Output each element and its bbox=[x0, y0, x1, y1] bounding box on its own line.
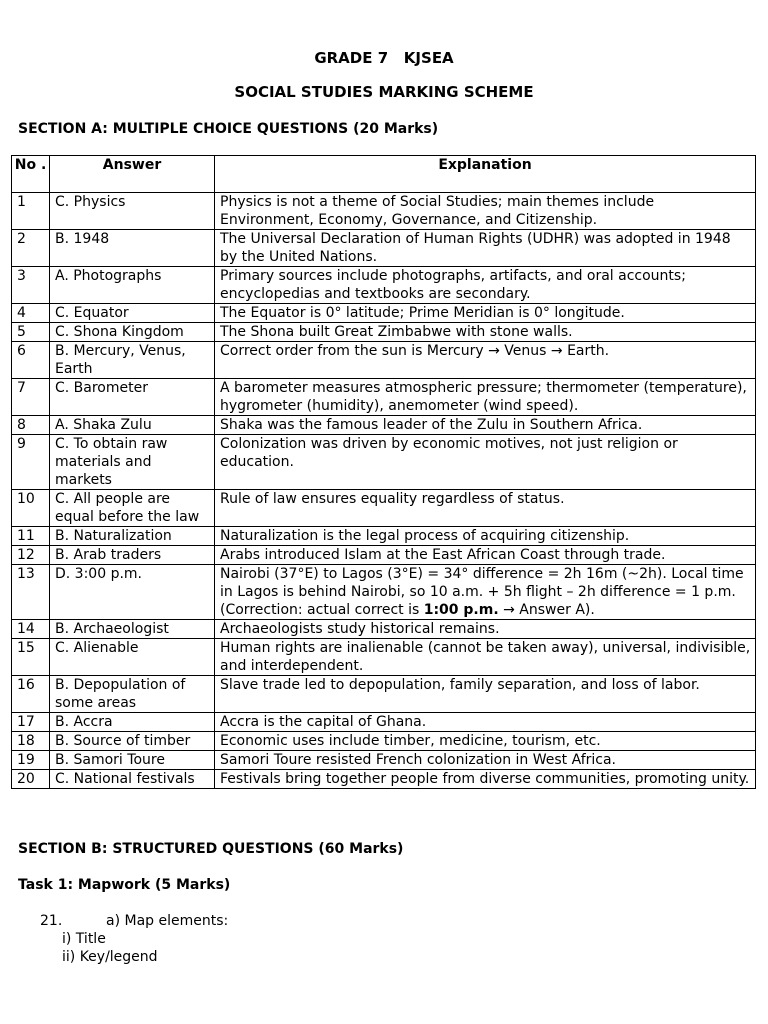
cell-answer: C. To obtain raw materials and markets bbox=[50, 435, 215, 490]
column-header-no: No . bbox=[12, 156, 50, 193]
cell-no: 5 bbox=[12, 323, 50, 342]
task-1-heading: Task 1: Mapwork (5 Marks) bbox=[18, 877, 231, 893]
cell-explanation: Shaka was the famous leader of the Zulu in Southern Africa. bbox=[215, 416, 756, 435]
cell-answer: A. Photographs bbox=[50, 267, 215, 304]
table-row bbox=[12, 527, 756, 546]
table-row bbox=[12, 676, 756, 713]
explanation-text: → Answer A). bbox=[498, 602, 595, 618]
explanation-bold-time: 1:00 p.m. bbox=[423, 602, 499, 618]
cell-no: 18 bbox=[12, 732, 50, 751]
table-row bbox=[12, 435, 756, 490]
cell-explanation: The Shona built Great Zimbabwe with stone walls. bbox=[215, 323, 756, 342]
cell-answer: C. National festivals bbox=[50, 770, 215, 789]
table-row bbox=[12, 639, 756, 676]
table-header-row bbox=[12, 156, 756, 193]
cell-explanation: A barometer measures atmospheric pressure; thermometer (temperature), hygrometer (humidity), anemometer (wind speed). bbox=[215, 379, 756, 416]
column-header-explanation: Explanation bbox=[215, 156, 756, 193]
cell-answer: C. Physics bbox=[50, 193, 215, 230]
cell-no: 4 bbox=[12, 304, 50, 323]
section-a-heading: SECTION A: MULTIPLE CHOICE QUESTIONS (20 Marks) bbox=[18, 121, 439, 137]
question-number: 21. bbox=[40, 913, 63, 929]
cell-explanation: Primary sources include photographs, artifacts, and oral accounts; encyclopedias and textbooks are secondary. bbox=[215, 267, 756, 304]
cell-answer: C. Barometer bbox=[50, 379, 215, 416]
cell-explanation: Slave trade led to depopulation, family separation, and loss of labor. bbox=[215, 676, 756, 713]
cell-explanation: Human rights are inalienable (cannot be taken away), universal, indivisible, and interdependent. bbox=[215, 639, 756, 676]
cell-no: 8 bbox=[12, 416, 50, 435]
cell-no: 6 bbox=[12, 342, 50, 379]
table-row bbox=[12, 193, 756, 230]
cell-no: 1 bbox=[12, 193, 50, 230]
cell-no: 17 bbox=[12, 713, 50, 732]
table-row bbox=[12, 304, 756, 323]
cell-explanation: Archaeologists study historical remains. bbox=[215, 620, 756, 639]
cell-explanation bbox=[215, 565, 756, 620]
cell-no: 15 bbox=[12, 639, 50, 676]
table-row bbox=[12, 732, 756, 751]
table-row bbox=[12, 490, 756, 527]
document-subtitle: SOCIAL STUDIES MARKING SCHEME bbox=[234, 83, 534, 101]
cell-answer: C. Alienable bbox=[50, 639, 215, 676]
cell-explanation: Naturalization is the legal process of acquiring citizenship. bbox=[215, 527, 756, 546]
cell-explanation: Samori Toure resisted French colonization in West Africa. bbox=[215, 751, 756, 770]
cell-answer: D. 3:00 p.m. bbox=[50, 565, 215, 620]
table-row bbox=[12, 565, 756, 620]
cell-explanation: Rule of law ensures equality regardless of status. bbox=[215, 490, 756, 527]
table-row bbox=[12, 770, 756, 789]
cell-answer: A. Shaka Zulu bbox=[50, 416, 215, 435]
cell-explanation: Festivals bring together people from diverse communities, promoting unity. bbox=[215, 770, 756, 789]
cell-no: 11 bbox=[12, 527, 50, 546]
cell-answer: B. Archaeologist bbox=[50, 620, 215, 639]
cell-answer: C. Equator bbox=[50, 304, 215, 323]
question-part: a) Map elements: bbox=[106, 913, 229, 929]
cell-answer: B. Naturalization bbox=[50, 527, 215, 546]
cell-no: 19 bbox=[12, 751, 50, 770]
table-row bbox=[12, 267, 756, 304]
cell-answer: B. Accra bbox=[50, 713, 215, 732]
explanation-text: Nairobi (37°E) to Lagos (3°E) = 34° difference = 2h 16m (~2h). Local time in Lagos is behind Nairobi, so 10 a.m. + 5h flight – 2h difference = 1 p.m. (Correction: actual correct is bbox=[220, 566, 744, 618]
cell-explanation: Correct order from the sun is Mercury → Venus → Earth. bbox=[215, 342, 756, 379]
cell-no: 2 bbox=[12, 230, 50, 267]
question-21 bbox=[40, 912, 228, 930]
table-row bbox=[12, 546, 756, 565]
cell-no: 3 bbox=[12, 267, 50, 304]
cell-no: 9 bbox=[12, 435, 50, 490]
cell-explanation: Colonization was driven by economic motives, not just religion or education. bbox=[215, 435, 756, 490]
cell-no: 13 bbox=[12, 565, 50, 620]
cell-answer: B. Depopulation of some areas bbox=[50, 676, 215, 713]
section-b-heading: SECTION B: STRUCTURED QUESTIONS (60 Marks) bbox=[18, 841, 404, 857]
cell-no: 16 bbox=[12, 676, 50, 713]
cell-no: 12 bbox=[12, 546, 50, 565]
table-row bbox=[12, 323, 756, 342]
cell-answer: C. Shona Kingdom bbox=[50, 323, 215, 342]
cell-no: 14 bbox=[12, 620, 50, 639]
table-row bbox=[12, 713, 756, 732]
cell-explanation: Physics is not a theme of Social Studies; main themes include Environment, Economy, Governance, and Citizenship. bbox=[215, 193, 756, 230]
cell-explanation: The Universal Declaration of Human Rights (UDHR) was adopted in 1948 by the United Nations. bbox=[215, 230, 756, 267]
answer-item: i) Title bbox=[62, 931, 106, 947]
table-row bbox=[12, 416, 756, 435]
cell-explanation: Arabs introduced Islam at the East African Coast through trade. bbox=[215, 546, 756, 565]
answer-item: ii) Key/legend bbox=[62, 949, 158, 965]
document-title: GRADE 7 KJSEA bbox=[314, 49, 454, 67]
cell-answer: B. Samori Toure bbox=[50, 751, 215, 770]
table-row bbox=[12, 620, 756, 639]
answer-table bbox=[11, 155, 756, 789]
cell-answer: B. Source of timber bbox=[50, 732, 215, 751]
cell-no: 20 bbox=[12, 770, 50, 789]
table-row bbox=[12, 342, 756, 379]
cell-explanation: Economic uses include timber, medicine, tourism, etc. bbox=[215, 732, 756, 751]
cell-answer: C. All people are equal before the law bbox=[50, 490, 215, 527]
cell-explanation: The Equator is 0° latitude; Prime Meridian is 0° longitude. bbox=[215, 304, 756, 323]
column-header-answer: Answer bbox=[50, 156, 215, 193]
table-row bbox=[12, 751, 756, 770]
cell-answer: B. 1948 bbox=[50, 230, 215, 267]
cell-answer: B. Mercury, Venus, Earth bbox=[50, 342, 215, 379]
cell-explanation: Accra is the capital of Ghana. bbox=[215, 713, 756, 732]
table-row bbox=[12, 379, 756, 416]
cell-answer: B. Arab traders bbox=[50, 546, 215, 565]
table-row bbox=[12, 230, 756, 267]
cell-no: 7 bbox=[12, 379, 50, 416]
cell-no: 10 bbox=[12, 490, 50, 527]
